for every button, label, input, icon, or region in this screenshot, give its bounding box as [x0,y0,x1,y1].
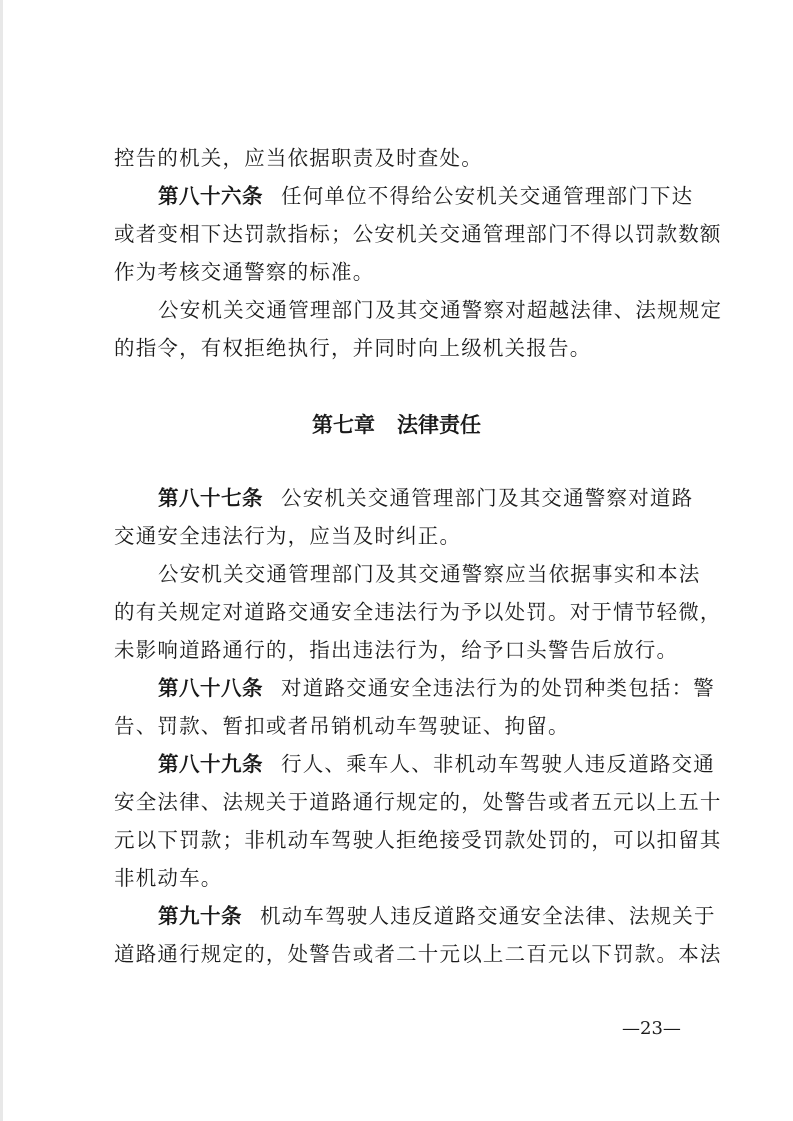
article-heading: 第八十七条 [158,486,263,510]
article-86 [114,183,754,209]
chapter-title: 法律责任 [397,413,481,437]
text-line-content: 或者变相下达罚款指标；公安机关交通管理部门不得以罚款数额 [114,222,722,246]
text-line-content: 公安机关交通管理部门及其交通警察对道路 [281,486,694,510]
article-heading: 第八十六条 [158,184,263,208]
text-line-content: 作为考核交通警察的标准。 [114,260,375,284]
text-line [114,637,710,663]
text-line-content: 非机动车。 [114,866,223,890]
text-line-content: 机动车驾驶人违反道路交通安全法律、法规关于 [260,904,716,928]
text-line [114,523,710,549]
article-87 [114,485,754,511]
text-line-content: 的指令，有权拒绝执行，并同时向上级机关报告。 [114,336,592,360]
text-line-content: 任何单位不得给公安机关交通管理部门下达 [281,184,694,208]
text-line [114,865,710,891]
text-line [114,145,710,171]
article-heading: 第九十条 [158,904,242,928]
article-89 [114,751,754,777]
text-line-content: 未影响道路通行的，指出违法行为，给予口头警告后放行。 [114,638,679,662]
article-heading: 第八十八条 [158,676,263,700]
text-line [114,561,754,587]
text-line [114,335,710,361]
article-heading: 第八十九条 [158,752,263,776]
text-line-content: 行人、乘车人、非机动车驾驶人违反道路交通 [281,752,715,776]
page-edge-shadow [0,0,3,1121]
text-line-content: 公安机关交通管理部门及其交通警察应当依据事实和本法 [158,562,701,586]
page-number: —23— [622,1018,681,1039]
text-line [114,789,722,815]
text-line-content: 交通安全违法行为，应当及时纠正。 [114,524,462,548]
text-line [114,297,754,323]
chapter-heading [0,412,793,438]
text-line [114,259,710,285]
text-line-content: 元以下罚款；非机动车驾驶人拒绝接受罚款处罚的，可以扣留其 [114,828,722,852]
text-line-content: 对道路交通安全违法行为的处罚种类包括：警 [281,676,715,700]
text-line [114,713,710,739]
text-line-content: 的有关规定对道路交通安全违法行为予以处罚。对于情节轻微， [114,600,722,624]
article-88 [114,675,754,701]
text-line-content: 安全法律、法规关于道路通行规定的，处警告或者五元以上五十 [114,790,722,814]
article-90 [114,903,754,929]
text-line-content: 告、罚款、暂扣或者吊销机动车驾驶证、拘留。 [114,714,570,738]
text-line-content: 控告的机关，应当依据职责及时查处。 [114,146,483,170]
text-line [114,941,722,967]
text-line-content: 道路通行规定的，处警告或者二十元以上二百元以下罚款。本法 [114,942,722,966]
text-line-content: 公安机关交通管理部门及其交通警察对超越法律、法规规定 [158,298,723,322]
chapter-number: 第七章 [312,413,375,437]
text-line [114,827,722,853]
text-line [114,221,722,247]
text-line [114,599,722,625]
